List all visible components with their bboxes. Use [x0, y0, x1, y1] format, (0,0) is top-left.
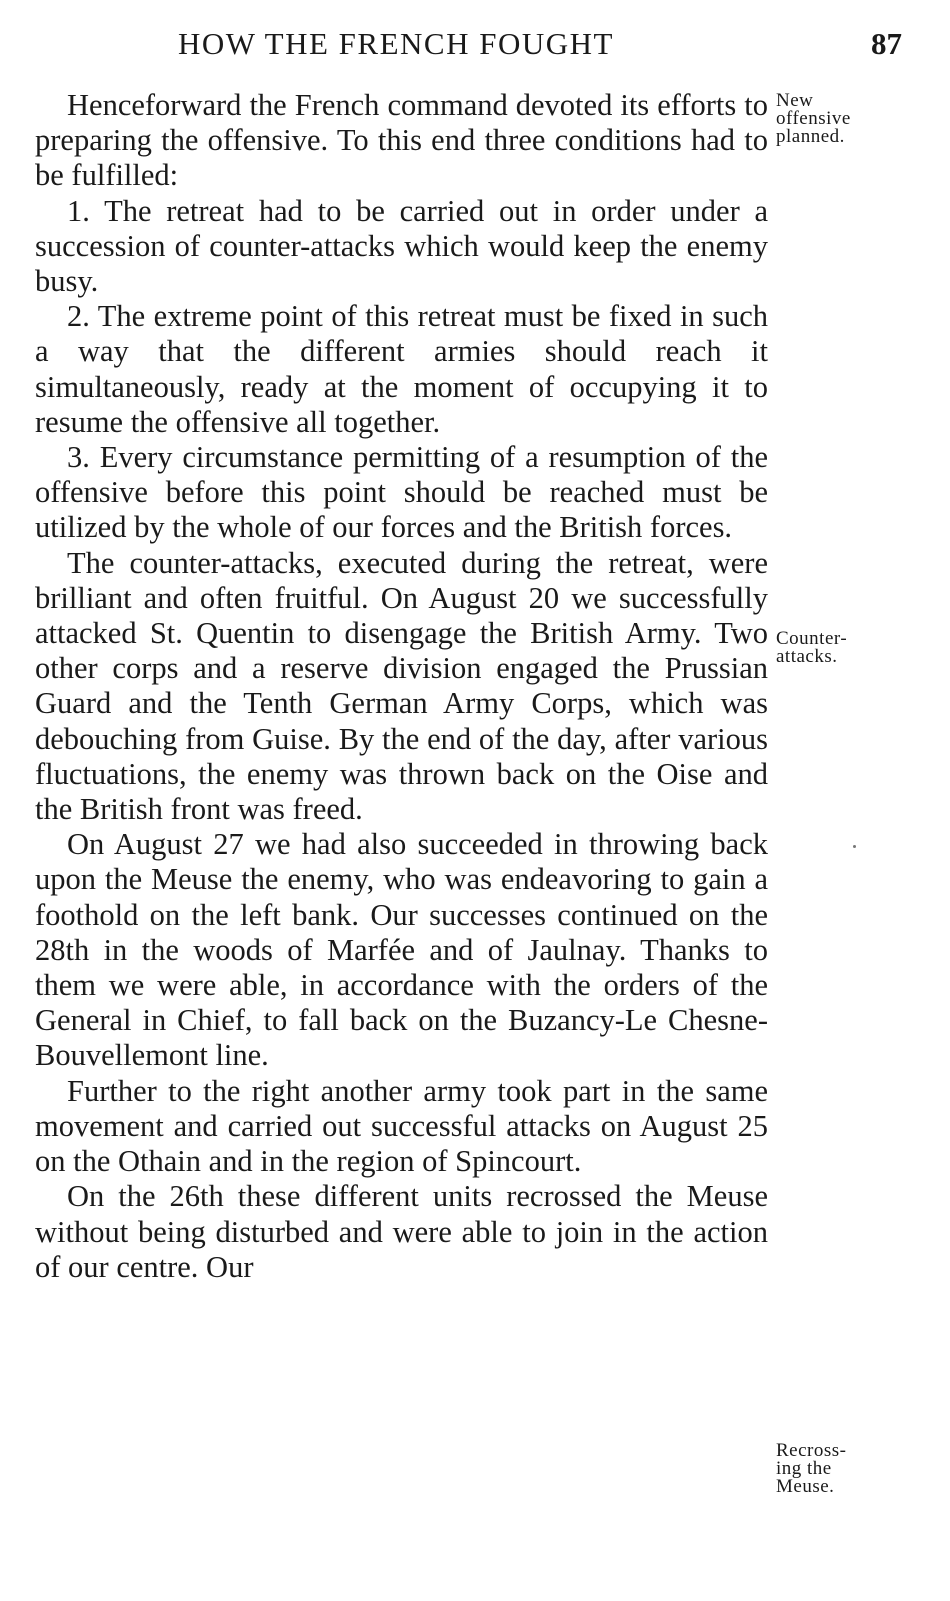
margin-note-recrossing-meuse: Recross- ing the Meuse. [776, 1440, 847, 1497]
paragraph-recrossing: On the 26th these different units recrossed the Meuse without being disturbed and were able to join in the action of our centre. Our [35, 1179, 768, 1284]
paragraph-counter-attacks: The counter-attacks, executed during the retreat, were brilliant and often fruitful. On August 20 we successfully attacked St. Quentin to disengage the British Army. Two other corps and a reserve division engaged the Prussian Guard and the Tenth German Army Corps, which was debouching from Guise. By the end of the day, after various fluctuations, the enemy was thrown back on the Oise and the British front was freed. [35, 545, 768, 827]
paragraph-august-27: On August 27 we had also succeeded in throwing back upon the Meuse the enemy, who was endeavoring to gain a foothold on the left bank. Our successes continued on the 28th in the woods of Marfée and of Jaulnay. Thanks to them we were able, in accordance with the orders of the General in Chief, to fall back on the Buzancy-Le Chesne-Bouvellemont line. [35, 827, 768, 1073]
running-head [0, 26, 950, 66]
paragraph-condition-3: 3. Every circumstance permitting of a resumption of the offensive before this point should be reached must be utilized by the whole of our forces and the British forces. [35, 440, 768, 545]
paragraph-intro: Henceforward the French command devoted its efforts to preparing the offensive. To this end three conditions had to be fulfilled: [35, 88, 768, 193]
running-title: HOW THE FRENCH FOUGHT [178, 26, 614, 61]
paragraph-condition-2: 2. The extreme point of this retreat must be fixed in such a way that the different armies should reach it simultaneously, ready at the moment of occupying it to resume the offensive all together. [35, 299, 768, 439]
paragraph-condition-1: 1. The retreat had to be carried out in order under a succession of counter-attacks which would keep the enemy busy. [35, 193, 768, 299]
paragraph-further-right: Further to the right another army took part in the same movement and carried out successful attacks on August 25 on the Othain and in the region of Spincourt. [35, 1073, 768, 1179]
margin-note-new-offensive: New offensive planned. [776, 90, 851, 147]
paper-speck [853, 845, 856, 848]
margin-note-counter-attacks: Counter- attacks. [776, 628, 848, 667]
page-number: 87 [871, 26, 902, 61]
body-text [35, 88, 768, 1285]
